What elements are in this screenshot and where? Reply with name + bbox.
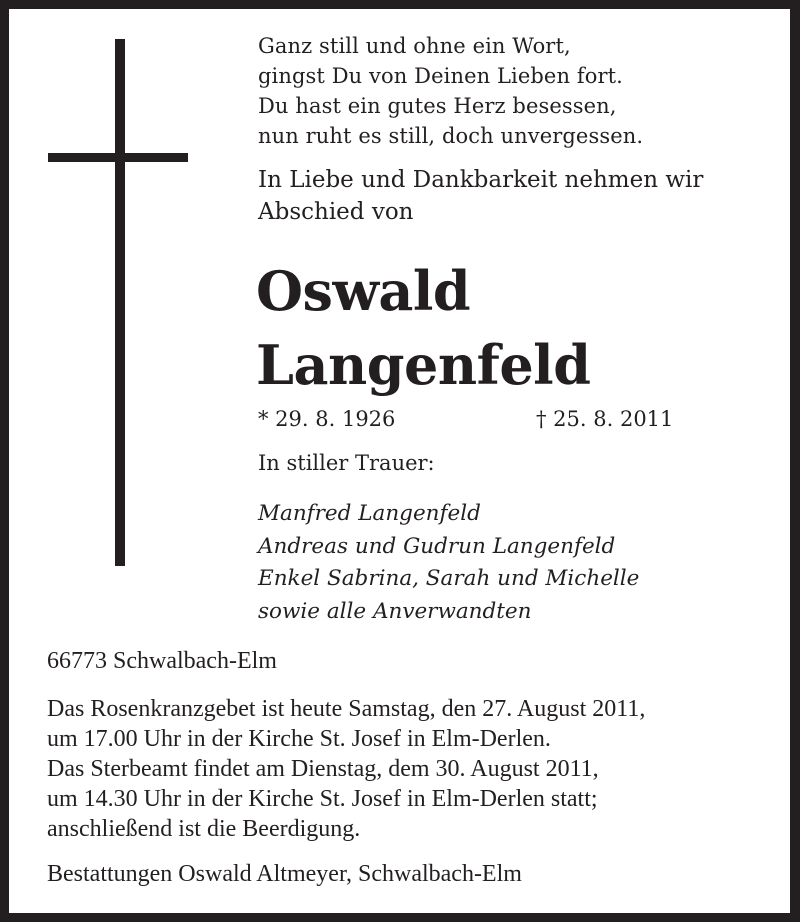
details-line: anschließend ist die Beerdigung. bbox=[47, 816, 361, 842]
farewell-line: Abschied von bbox=[258, 199, 414, 225]
poem bbox=[258, 31, 643, 151]
mourners-list bbox=[258, 498, 639, 628]
details-line: Das Sterbeamt findet am Dienstag, dem 30. August 2011, bbox=[47, 756, 599, 782]
poem-line: Du hast ein gutes Herz besessen, bbox=[258, 94, 617, 118]
cross-vertical-bar bbox=[115, 39, 125, 566]
death-date: † 25. 8. 2011 bbox=[536, 407, 674, 431]
farewell-text bbox=[258, 164, 703, 228]
mourner: Manfred Langenfeld bbox=[258, 501, 481, 526]
undertaker: Bestattungen Oswald Altmeyer, Schwalbach-Elm bbox=[47, 861, 522, 887]
mourning-label: In stiller Trauer: bbox=[258, 451, 435, 475]
poem-line: nun ruht es still, doch unvergessen. bbox=[258, 124, 644, 148]
mourner: Enkel Sabrina, Sarah und Michelle bbox=[258, 566, 640, 591]
details-line: um 14.30 Uhr in der Kirche St. Josef in Elm-Derlen statt; bbox=[47, 786, 598, 812]
deceased-first-name: Oswald bbox=[256, 259, 471, 323]
deceased-last-name: Langenfeld bbox=[256, 333, 591, 397]
details-line: Das Rosenkranzgebet ist heute Samstag, den 27. August 2011, bbox=[47, 696, 646, 722]
service-details bbox=[47, 694, 645, 844]
poem-line: gingst Du von Deinen Lieben fort. bbox=[258, 64, 623, 88]
mourner: sowie alle Anverwandten bbox=[258, 598, 532, 624]
cross-horizontal-bar bbox=[48, 153, 188, 162]
birth-date: * 29. 8. 1926 bbox=[258, 407, 396, 431]
farewell-line: In Liebe und Dankbarkeit nehmen wir bbox=[258, 167, 704, 193]
place: 66773 Schwalbach-Elm bbox=[47, 648, 277, 674]
details-line: um 17.00 Uhr in der Kirche St. Josef in Elm-Derlen. bbox=[47, 726, 551, 752]
mourner: Andreas und Gudrun Langenfeld bbox=[258, 533, 616, 559]
poem-line: Ganz still und ohne ein Wort, bbox=[258, 34, 571, 58]
